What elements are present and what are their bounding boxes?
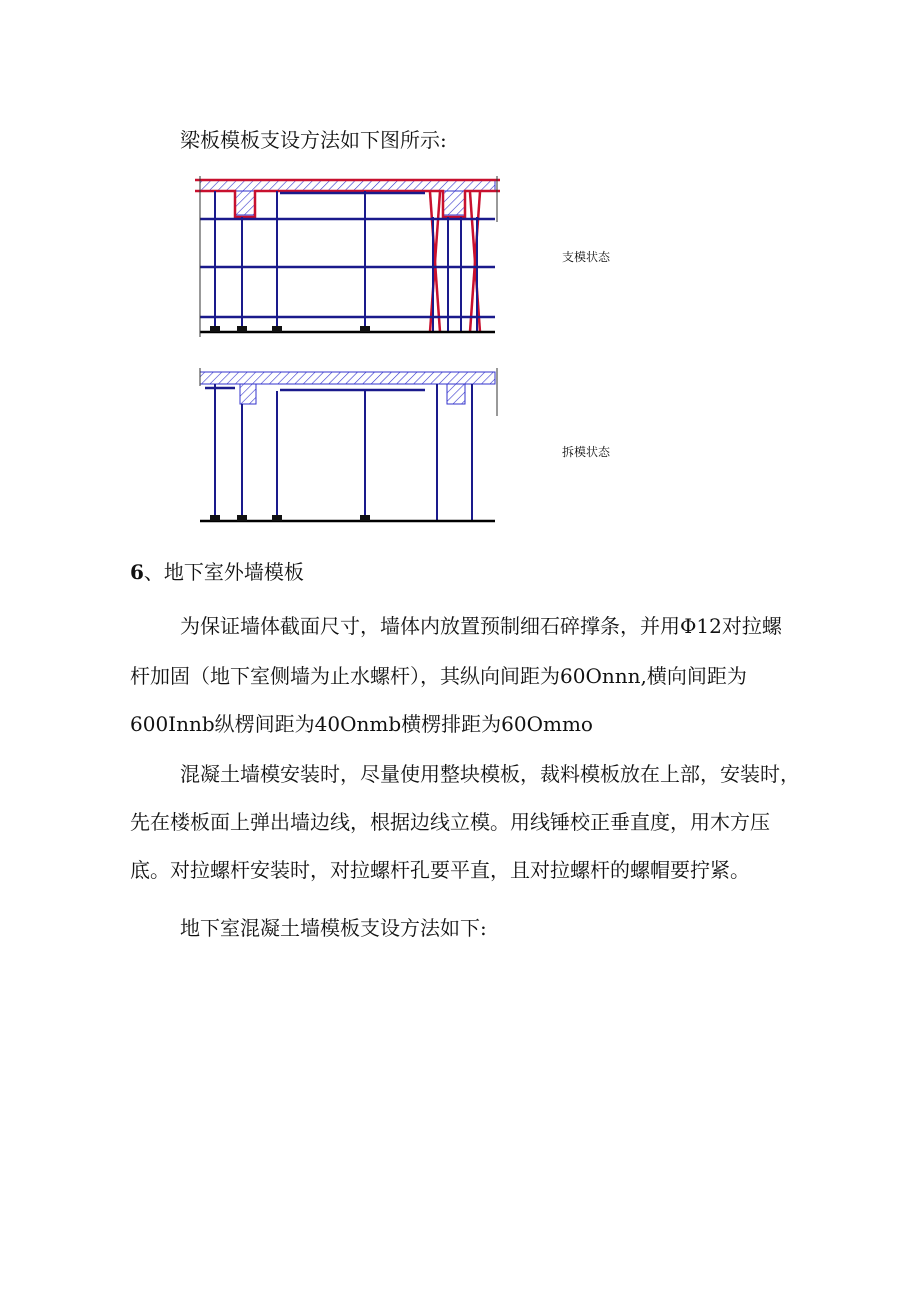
- section-heading: [130, 556, 304, 585]
- section-number: 6: [130, 560, 144, 584]
- label-support-state: 支模状态: [562, 250, 611, 264]
- beam: [240, 384, 256, 404]
- top-ledgers: [205, 388, 425, 390]
- section-title: 、地下室外墙模板: [143, 560, 304, 584]
- p1-line-1: 为保证墙体截面尺寸，墙体内放置预制细石碎撑条，并用Φ12对拉螺: [180, 614, 782, 638]
- p3-line: 地下室混凝土墙模板支设方法如下:: [180, 916, 487, 940]
- p2-line-2: 先在楼板面上弹出墙边线，根据边线立模。用线锤校正垂直度，用木方压: [130, 810, 770, 834]
- p1-line-2: 杆加固（地下室侧墙为止水螺杆），其纵向间距为60Onnn,横向间距为: [130, 664, 747, 688]
- p2-line-3: 底。对拉螺杆安装时，对拉螺杆孔要平直，且对拉螺杆的螺帽要拧紧。: [130, 858, 750, 882]
- p2-line-1: 混凝土墙模安装时，尽量使用整块模板，裁料模板放在上部，安装时，: [180, 762, 800, 786]
- slab: [200, 180, 495, 191]
- beam: [235, 191, 255, 215]
- formwork-support-diagram: [185, 172, 515, 342]
- vertical-props: [215, 384, 472, 521]
- intro-text: 梁板模板支设方法如下图所示:: [180, 128, 447, 152]
- p1-line-3: 600Innb纵楞间距为40Onmb横楞排距为60Ommo: [130, 712, 593, 736]
- beam-right: [443, 191, 465, 215]
- slab: [200, 372, 495, 384]
- label-remove-state: 拆模状态: [562, 445, 611, 459]
- formwork-removal-diagram: [185, 366, 515, 531]
- beam-right: [447, 384, 465, 404]
